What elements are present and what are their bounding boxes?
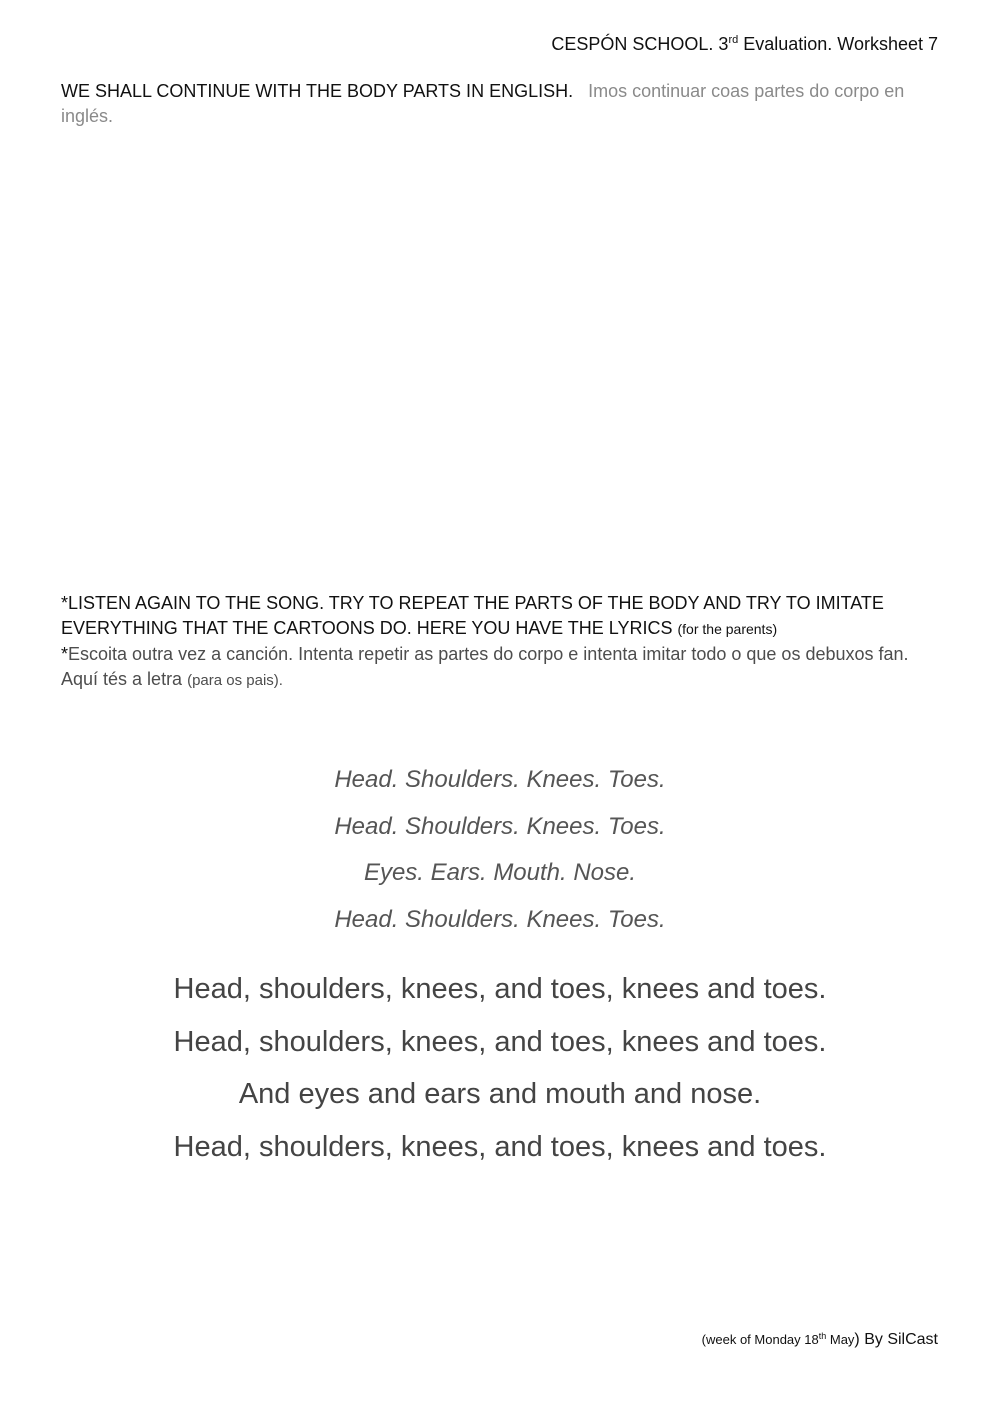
lyrics-full-line: Head, shoulders, knees, and toes, knees and toes. [173,973,827,1005]
instructions-english-paragraph [61,591,941,642]
footer-week-suffix: May [826,1332,855,1347]
instructions-galician-paragraph [61,642,941,693]
intro-galician: Imos continuar coas partes do corpo en inglés. [61,81,905,126]
intro-paragraph [61,79,941,129]
instructions-english-note: (for the parents) [677,621,778,637]
footer-ordinal: th [818,1331,827,1341]
footer-week-prefix: (week of Monday 18 [701,1332,819,1347]
worksheet-header [551,34,938,55]
instructions-galician: Escoita outra vez a canción. Intenta repetir as partes do corpo e intenta imitar todo o que os debuxos fan. Aquí tés a letra [61,644,909,689]
footer-close-paren: ) [854,1331,860,1348]
footer-author: By SilCast [859,1331,938,1348]
lyrics-short-line: Eyes. Ears. Mouth. Nose. [363,859,637,886]
lyrics-full-line: Head, shoulders, knees, and toes, knees and toes. [173,1130,827,1163]
lyrics-short-block [0,757,1000,943]
lyrics-full-line: Head, shoulders, knees, and toes, knees and toes. [173,1025,827,1058]
instructions-galician-note: (para os pais). [187,672,283,689]
instructions-block [61,591,941,693]
lyrics-full-block [0,963,1000,1173]
header-rest: Evaluation. Worksheet 7 [738,34,938,54]
header-ordinal: rd [728,34,739,46]
intro-english: WE SHALL CONTINUE WITH THE BODY PARTS IN ENGLISH. [61,81,574,101]
lyrics-short-line: Head. Shoulders. Knees. Toes. [334,766,666,793]
instructions-english: *LISTEN AGAIN TO THE SONG. TRY TO REPEAT THE PARTS OF THE BODY AND TRY TO IMITATE EVERYTHING THAT THE CARTOONS DO. HERE YOU HAVE THE LYRICS [61,593,884,638]
lyrics-short-line: Head. Shoulders. Knees. Toes. [334,812,666,840]
lyrics-short-line: Head. Shoulders. Knees. Toes. [334,905,666,933]
instructions-galician-star: * [61,644,69,664]
lyrics-full-line: And eyes and ears and mouth and nose. [238,1078,762,1110]
worksheet-footer [702,1331,938,1349]
header-school: CESPÓN SCHOOL. 3 [551,34,729,54]
